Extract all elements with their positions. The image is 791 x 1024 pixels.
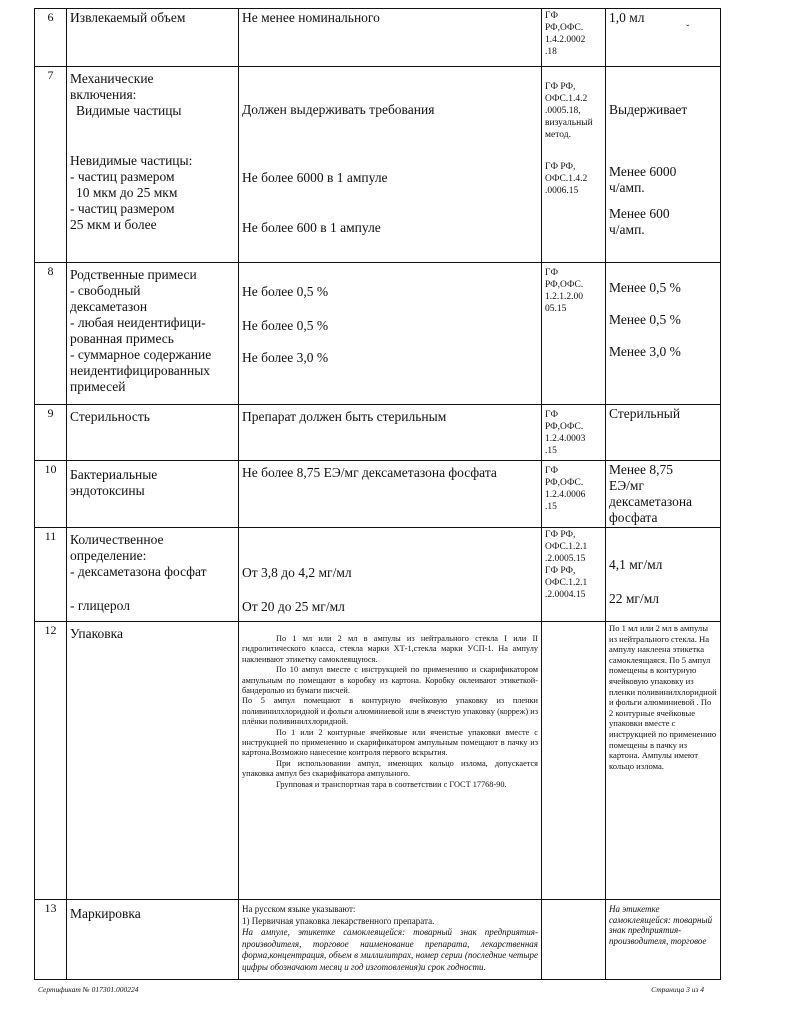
indicator-cell <box>67 405 239 461</box>
method-line: ГФ <box>545 11 558 21</box>
table-row <box>35 405 721 461</box>
result-cell <box>606 9 721 67</box>
result-text: 4,1 мг/мл <box>609 557 663 572</box>
requirement-cell <box>239 900 542 980</box>
labeling-paragraph: На ампуле, этикетке самоклеящейся: товарный знак предприятия-производителя, торговое наименование препарата, лекарственная форма,концентрация, объем в миллилитрах, номер серии (последние четыре цифры обозначают месяц и год изготовления)и срок годности. <box>242 927 538 972</box>
method-line: РФ,ОФС. <box>545 422 584 432</box>
method-line: .15 <box>545 446 557 456</box>
method-cell <box>542 622 606 900</box>
method-line: .2.0004.15 <box>545 590 586 600</box>
requirement-text: Должен выдерживать требования <box>242 102 435 117</box>
requirement-cell <box>239 405 542 461</box>
result-text: Менее 0,5 % <box>609 312 681 327</box>
indicator-line: Количественное <box>70 532 164 547</box>
method-line: .0006.15 <box>545 186 579 196</box>
indicator-line: - глицерол <box>70 598 130 613</box>
method-line: 1.2.4.0003 <box>545 434 586 444</box>
requirement-cell <box>239 622 542 900</box>
result-text: фосфата <box>609 510 658 525</box>
table-row <box>35 900 721 980</box>
indicator-line: примесей <box>70 379 126 394</box>
requirement-text: От 3,8 до 4,2 мг/мл <box>242 565 352 580</box>
method-line: РФ,ОФС. <box>545 478 584 488</box>
method-line: ГФ <box>545 410 558 420</box>
row-number: 13 <box>35 900 67 980</box>
indicator-cell <box>67 900 239 980</box>
indicator-text: Извлекаемый объем <box>70 10 186 25</box>
indicator-text: Стерильность <box>70 409 150 424</box>
result-text: Стерильный <box>609 406 681 421</box>
requirement-cell <box>239 9 542 67</box>
result-text: Менее 0,5 % <box>609 280 681 295</box>
indicator-line: - любая неидентифици- <box>70 315 206 330</box>
method-line: .2.0005.15 <box>545 554 586 564</box>
result-text: По 1 мл или 2 мл в ампулы из нейтрального стекла. На ампулу наклеена этикетка самоклеящаяся. По 5 ампул помещены в контурную ячейковую упаковку из пленки поливинилхлоридной и фольги алюминиевой . По 2 контурные ячейковые упаковки вместе с инструкцией по применению помещены в пачку из картона. Ампулы имеют кольцо излома. <box>609 623 717 771</box>
result-cell <box>606 461 721 528</box>
spacer <box>70 580 235 598</box>
indicator-line: 25 мкм и более <box>70 217 157 232</box>
packaging-description <box>242 634 538 790</box>
method-line: .0005.18, <box>545 106 581 116</box>
result-text: Выдерживает <box>609 102 688 117</box>
labeling-paragraph: На русском языке указывают: <box>242 904 356 914</box>
specification-table <box>34 8 721 980</box>
requirement-text: Препарат должен быть стерильным <box>242 409 447 424</box>
method-cell <box>542 263 606 405</box>
result-cell <box>606 528 721 622</box>
table-row <box>35 528 721 622</box>
method-line: 05.15 <box>545 304 567 314</box>
result-text: дексаметазона <box>609 494 693 509</box>
method-line: 1.2.1.2.00 <box>545 292 583 302</box>
indicator-line: Видимые частицы <box>76 103 182 118</box>
requirement-text: Не более 8,75 ЕЭ/мг дексаметазона фосфата <box>242 465 497 480</box>
indicator-text: Упаковка <box>70 626 123 641</box>
indicator-line: - суммарное содержание <box>70 347 212 362</box>
requirement-text: Не более 0,5 % <box>242 318 329 333</box>
method-line: ГФ <box>545 466 558 476</box>
method-line: 1.2.4.0006 <box>545 490 586 500</box>
method-line: ГФ РФ, <box>545 566 576 576</box>
requirement-text: От 20 до 25 мг/мл <box>242 599 345 614</box>
row-number: 9 <box>35 405 67 461</box>
method-line: 1.4.2.0002 <box>545 35 586 45</box>
method-line: .18 <box>545 47 557 57</box>
spacer <box>70 119 235 153</box>
indicator-line: - свободный <box>70 283 141 298</box>
method-line: ГФ <box>545 268 558 278</box>
method-line: ГФ РФ, <box>545 82 576 92</box>
indicator-line: - дексаметазона фосфат <box>70 564 207 579</box>
method-line: ОФС.1.4.2 <box>545 174 588 184</box>
requirement-text: Не более 600 в 1 ампуле <box>242 220 381 235</box>
result-cell <box>606 67 721 263</box>
indicator-line: Бактериальные <box>70 467 158 482</box>
requirement-text: Не более 0,5 % <box>242 284 329 299</box>
result-text: ч/амп. <box>609 180 645 195</box>
indicator-line: 10 мкм до 25 мкм <box>76 185 178 200</box>
specification-sheet <box>34 8 717 998</box>
packaging-paragraph: По 1 мл или 2 мл в ампулы из нейтрального стекла I или II гидролитического класса, стекла марки ХТ-1,стекла марки УСП-1. На ампулу наклеивают этикетку самоклеящуюся. <box>242 634 538 664</box>
indicator-line: Невидимые частицы: <box>70 153 193 168</box>
result-text: Менее 3,0 % <box>609 344 681 359</box>
method-cell <box>542 528 606 622</box>
indicator-line: дексаметазон <box>70 299 148 314</box>
indicator-cell <box>67 263 239 405</box>
page-number: Страница 3 из 4 <box>651 985 704 994</box>
indicator-cell <box>67 622 239 900</box>
row-number: 10 <box>35 461 67 528</box>
result-text: На этикетке самоклеящейся: товарный знак предприятия-производителя, торговое <box>609 904 713 946</box>
result-text: ЕЭ/мг <box>609 478 644 493</box>
result-cell <box>606 622 721 900</box>
packaging-paragraph: По 1 или 2 контурные ячейковые или ячеистые упаковки вместе с инструкцией по применению и скарификатором ампульным помещают в пачку из картона.Возможно нанесение контроля первого вскрытия. <box>242 727 538 758</box>
requirement-cell <box>239 461 542 528</box>
indicator-text: Маркировка <box>70 906 141 921</box>
indicator-line: Родственные примеси <box>70 267 197 282</box>
result-text: Менее 8,75 <box>609 462 674 477</box>
row-number: 7 <box>35 67 67 263</box>
packaging-paragraph: По 10 ампул вместе с инструкцией по применению и скарификатором ампульным по помещают в коробку из картона. Коробку оклеивают этикеткой-бандеролью из бумаги писчей. <box>242 665 538 696</box>
method-line: РФ,ОФС. <box>545 280 584 290</box>
requirement-text: Не менее номинального <box>242 10 380 25</box>
indicator-line: определение: <box>70 548 147 563</box>
method-cell <box>542 461 606 528</box>
method-line: РФ,ОФС. <box>545 23 584 33</box>
indicator-cell <box>67 67 239 263</box>
requirement-cell <box>239 528 542 622</box>
requirement-text: Не более 3,0 % <box>242 350 329 365</box>
method-line: ГФ РФ, <box>545 530 576 540</box>
method-line: визуальный <box>545 118 593 128</box>
requirement-text: Не более 6000 в 1 ампуле <box>242 170 388 185</box>
method-cell <box>542 67 606 263</box>
indicator-line: неидентифицированных <box>70 363 211 378</box>
indicator-cell <box>67 9 239 67</box>
method-line: ГФ РФ, <box>545 162 576 172</box>
indicator-line: - частиц размером <box>70 201 175 216</box>
indicator-line: - частиц размером <box>70 169 175 184</box>
result-text: 22 мг/мл <box>609 591 659 606</box>
result-cell <box>606 263 721 405</box>
indicator-line: Механические <box>70 71 154 86</box>
table-row <box>35 622 721 900</box>
certificate-number: Сертификат № 017301.000224 <box>38 985 139 994</box>
row-number: 6 <box>35 9 67 67</box>
result-text: Менее 6000 <box>609 164 677 179</box>
method-cell <box>542 9 606 67</box>
indicator-line: эндотоксины <box>70 483 145 498</box>
method-cell <box>542 405 606 461</box>
labeling-paragraph: 1) Первичная упаковка лекарственного препарата. <box>242 915 435 926</box>
indicator-cell <box>67 528 239 622</box>
corner-mark: ˇ <box>686 24 690 35</box>
packaging-paragraph: Групповая и транспортная тара в соответствии с ГОСТ 17768-90. <box>276 779 507 789</box>
packaging-paragraph: По 5 ампул помещают в контурную ячейковую упаковку из пленки поливинилхлоридной и фольги алюминиевой или в ячеистую упаковку (корреж) из плёнки поливинилхлоридной. <box>242 696 538 727</box>
method-line: ОФС.1.4.2 <box>545 94 588 104</box>
method-line: ОФС.1.2.1 <box>545 578 588 588</box>
requirement-cell <box>239 67 542 263</box>
table-row <box>35 9 721 67</box>
row-number: 8 <box>35 263 67 405</box>
indicator-line: включения: <box>70 87 137 102</box>
table-row <box>35 67 721 263</box>
method-line: ОФС.1.2.1 <box>545 542 588 552</box>
result-text: 1,0 мл <box>609 10 645 25</box>
indicator-cell <box>67 461 239 528</box>
packaging-paragraph: При использовании ампул, имеющих кольцо излома, допускается упаковка ампул без скарификатора ампульного. <box>242 758 538 779</box>
result-text: ч/амп. <box>609 222 645 237</box>
method-line: .15 <box>545 502 557 512</box>
indicator-line: рованная примесь <box>70 331 174 346</box>
result-text: Менее 600 <box>609 206 670 221</box>
table-row <box>35 461 721 528</box>
result-cell <box>606 900 721 980</box>
method-line: метод. <box>545 130 571 140</box>
spacer <box>545 141 602 161</box>
result-cell <box>606 405 721 461</box>
row-number: 12 <box>35 622 67 900</box>
row-number: 11 <box>35 528 67 622</box>
method-cell <box>542 900 606 980</box>
labeling-description <box>242 904 538 973</box>
table-row <box>35 263 721 405</box>
requirement-cell <box>239 263 542 405</box>
